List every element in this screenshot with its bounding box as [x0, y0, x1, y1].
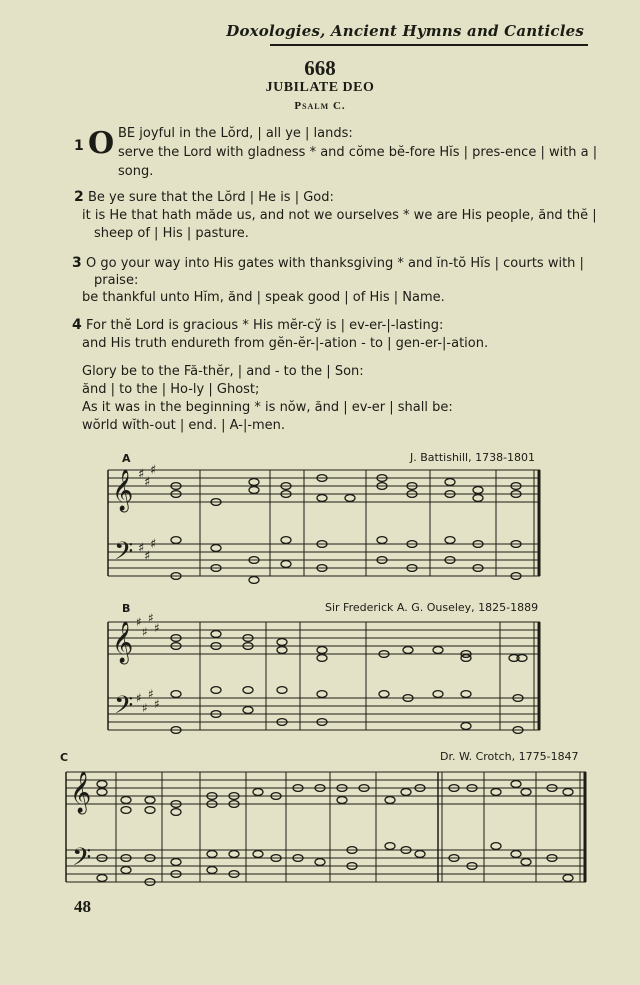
music-score-tune-c [62, 758, 590, 894]
header-rule [270, 44, 588, 46]
svg-text:𝄢: 𝄢 [114, 691, 134, 726]
svg-text:♯: ♯ [148, 687, 154, 701]
verse-number: 1 [74, 138, 84, 154]
verse-line: O go your way into His gates with thanksgiving * and ĭn-tŏ Hĭs | courts with | [86, 256, 584, 271]
svg-text:𝄞: 𝄞 [70, 772, 92, 813]
tune-label: B [122, 602, 131, 615]
verse-line: and His truth endureth from gĕn-ĕr-|-ation - to | gen-er-|-ation. [82, 336, 489, 351]
tune-composer: J. Battishill, 1738-1801 [410, 451, 536, 464]
verse-number: 4 [72, 317, 82, 333]
svg-text:𝄢: 𝄢 [72, 843, 92, 878]
gloria-line: Glory be to the Fă-thĕr, | and - to the | Son: [82, 364, 364, 379]
svg-text:♯: ♯ [136, 691, 142, 705]
svg-text:♯: ♯ [142, 625, 148, 639]
svg-text:♯: ♯ [136, 615, 142, 629]
psalm-reference: Psalm C. [294, 100, 346, 112]
tune-composer: Sir Frederick A. G. Ouseley, 1825-1889 [325, 601, 539, 614]
verse-line: Be ye sure that the Lŏrd | He is | God: [88, 190, 334, 205]
verse-line: BE joyful in the Lŏrd, | all ye | lands: [118, 126, 353, 141]
tune-label: C [60, 751, 69, 764]
svg-text:♯: ♯ [154, 621, 160, 635]
running-title: Doxologies, Ancient Hymns and Canticles [226, 22, 584, 40]
svg-text:♯: ♯ [144, 475, 151, 490]
svg-text:𝄞: 𝄞 [112, 622, 134, 663]
svg-text:♯: ♯ [150, 537, 157, 552]
svg-text:♯: ♯ [150, 463, 157, 478]
gloria-line: wŏrld wĭth-out | end. | A-|-men. [82, 418, 286, 433]
tune-label: A [122, 452, 131, 465]
verse-line: be thankful unto Hĭm, ănd | speak good | of His | Name. [82, 290, 445, 305]
verse-line: For thĕ Lord is gracious * His mĕr-cy̆ is | ev-er-|-lasting: [86, 318, 444, 333]
tune-composer: Dr. W. Crotch, 1775-1847 [440, 750, 579, 763]
svg-text:♯: ♯ [154, 697, 160, 711]
verse-line: sheep of | His | pasture. [94, 226, 249, 241]
svg-text:𝄞: 𝄞 [112, 470, 134, 511]
page-number: 48 [74, 897, 91, 916]
verse-line: it is He that hath măde us, and not we ourselves * we are His people, ănd thĕ | [82, 208, 597, 223]
verse-line: praise: [94, 273, 139, 288]
svg-text:♯: ♯ [138, 467, 145, 482]
svg-text:♯: ♯ [148, 611, 154, 625]
svg-text:♯: ♯ [144, 549, 151, 564]
verse-line: serve the Lord with gladness * and cŏme bĕ-fore Hĭs | pres-ence | with a | [118, 145, 598, 160]
hymn-title: JUBILATE DEO [265, 80, 375, 95]
verse-line: song. [118, 164, 154, 179]
svg-text:𝄢: 𝄢 [114, 537, 134, 572]
hymn-number: 668 [304, 56, 336, 80]
music-score-tune-a [104, 456, 544, 590]
svg-text:♯: ♯ [142, 701, 148, 715]
gloria-line: ănd | to the | Ho-ly | Ghost; [82, 382, 260, 397]
drop-capital: O [88, 126, 115, 161]
verse-number: 2 [74, 189, 84, 205]
verse-number: 3 [72, 255, 82, 271]
gloria-line: As it was in the beginning * is nŏw, ănd | ev-er | shall be: [82, 400, 453, 415]
svg-text:♯: ♯ [138, 541, 145, 556]
music-score-tune-b [104, 606, 544, 740]
